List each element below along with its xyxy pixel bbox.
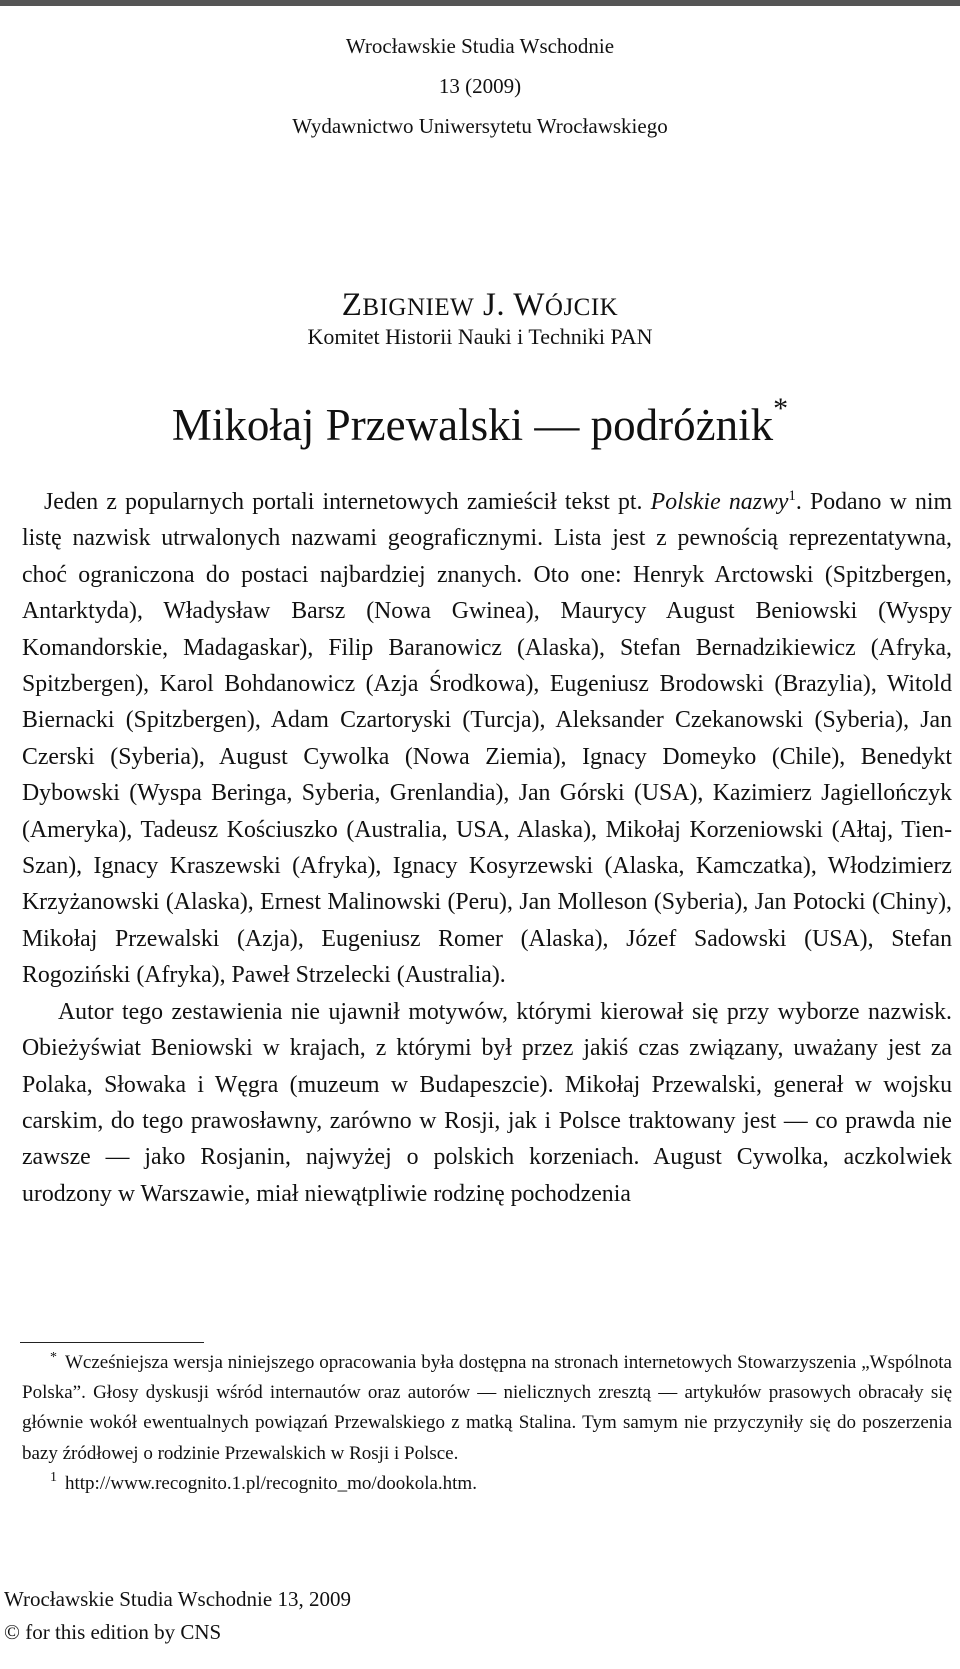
- page-footer: [4, 1583, 351, 1649]
- journal-publisher: Wydawnictwo Uniwersytetu Wrocławskiego: [292, 114, 668, 138]
- article-title: [0, 385, 960, 455]
- footnote-star-mark: *: [50, 1349, 57, 1365]
- author-first-rest: BIGNIEW: [362, 294, 475, 321]
- footer-copyright: © for this edition by CNS: [4, 1620, 222, 1644]
- author-first-initial: Z: [341, 287, 363, 323]
- author-last-rest: ÓJCIK: [544, 294, 619, 321]
- footnote-1-link[interactable]: http://www.recognito.1.pl/recognito_mo/dookola.htm.: [65, 1472, 477, 1494]
- article-body: [22, 484, 952, 1212]
- author-middle: J.: [482, 287, 506, 323]
- top-border: [0, 0, 960, 6]
- footnote-divider: [20, 1342, 204, 1343]
- footnote-1: [22, 1469, 952, 1499]
- footnote-ref-1[interactable]: 1: [788, 488, 796, 505]
- paragraph-1: [22, 484, 952, 994]
- footnote-star-text: Wcześniejsza wersja niniejszego opracowania była dostępna na stronach internetowych Stowarzyszenia „Wspólnota Polska”. Głosy dyskusji wśród internautów oraz autorów — nielicznych zresztą — artykułów prasowych obracały się głównie wokół ewentualnych powiązań Przewalskiego z matką Stalina. Tym samym nie przyczyniły się do poszerzenia bazy źródłowej o rodzinie Przewalskich w Rosji i Polsce.: [22, 1352, 952, 1464]
- footer-citation: Wrocławskie Studia Wschodnie 13, 2009: [4, 1587, 351, 1611]
- title-footnote-mark: *: [773, 392, 789, 425]
- paragraph-1-rest: . Podano w nim listę nazwisk utrwalonych nazwami geograficznymi. Lista jest z pewnością reprezentatywna, choć ograniczona do postaci najbardziej znanych. Oto one: Henryk Arctowski (Spitzbergen, Antarktyda), Władysław Barsz (Nowa Gwinea), Maurycy August Beniowski (Wyspy Komandorskie, Madagaskar), Filip Baranowicz (Alaska), Stefan Bernadzikiewicz (Afryka, Spitzbergen), Karol Bohdanowicz (Azja Środkowa), Eugeniusz Brodowski (Brazylia), Witold Biernacki (Spitzbergen), Adam Czartoryski (Turcja), Aleksander Czekanowski (Syberia), Jan Czerski (Syberia), August Cywolka (Nowa Ziemia), Ignacy Domeyko (Chile), Benedykt Dybowski (Wyspa Beringa, Syberia, Grenlandia), Jan Górski (USA), Kazimierz Jagiellończyk (Ameryka), Tadeusz Kościuszko (Australia, USA, Alaska), Mikołaj Korzeniowski (Ałtaj, Tien-Szan), Ignacy Kraszewski (Afryka), Ignacy Kosyrzewski (Alaska, Kamczatka), Włodzimierz Krzyżanowski (Alaska), Ernest Malinowski (Peru), Jan Molleson (Syberia), Jan Potocki (Chiny), Mikołaj Przewalski (Azja), Eugeniusz Romer (Alaska), Józef Sadowski (USA), Stefan Rogoziński (Afryka), Paweł Strzelecki (Australia).: [22, 489, 952, 989]
- paragraph-1-intro: Jeden z popularnych portali internetowych zamieścił tekst pt.: [44, 489, 651, 515]
- footnotes: [22, 1348, 952, 1499]
- paragraph-2: Autor tego zestawienia nie ujawnił motywów, którymi kierował się przy wyborze nazwisk. Obieżyświat Beniowski w krajach, z którymi był przez jakiś czas związany, uważany jest za Polaka, Słowaka i Węgra (muzeum w Budapeszcie). Mikołaj Przewalski, generał w wojsku carskim, do tego prawosławny, zarówno w Rosji, jak i Polsce traktowany jest — co prawda nie zawsze — jako Rosjanin, najwyżej o polskich korzeniach. August Cywolka, aczkolwiek urodzony w Warszawie, miał niewątpliwie rodzinę pochodzenia: [22, 998, 952, 1207]
- author-affiliation: Komitet Historii Nauki i Techniki PAN: [307, 324, 653, 349]
- article-title-text: Mikołaj Przewalski — podróżnik: [171, 400, 774, 450]
- masthead: [0, 26, 960, 146]
- footnote-1-mark: 1: [50, 1470, 57, 1486]
- footnote-star: [22, 1348, 952, 1469]
- paragraph-1-italic-title: Polskie nazwy: [650, 489, 789, 515]
- journal-name: Wrocławskie Studia Wschodnie: [345, 34, 615, 58]
- journal-volume: 13 (2009): [438, 74, 522, 98]
- author-last-initial: W: [513, 287, 545, 323]
